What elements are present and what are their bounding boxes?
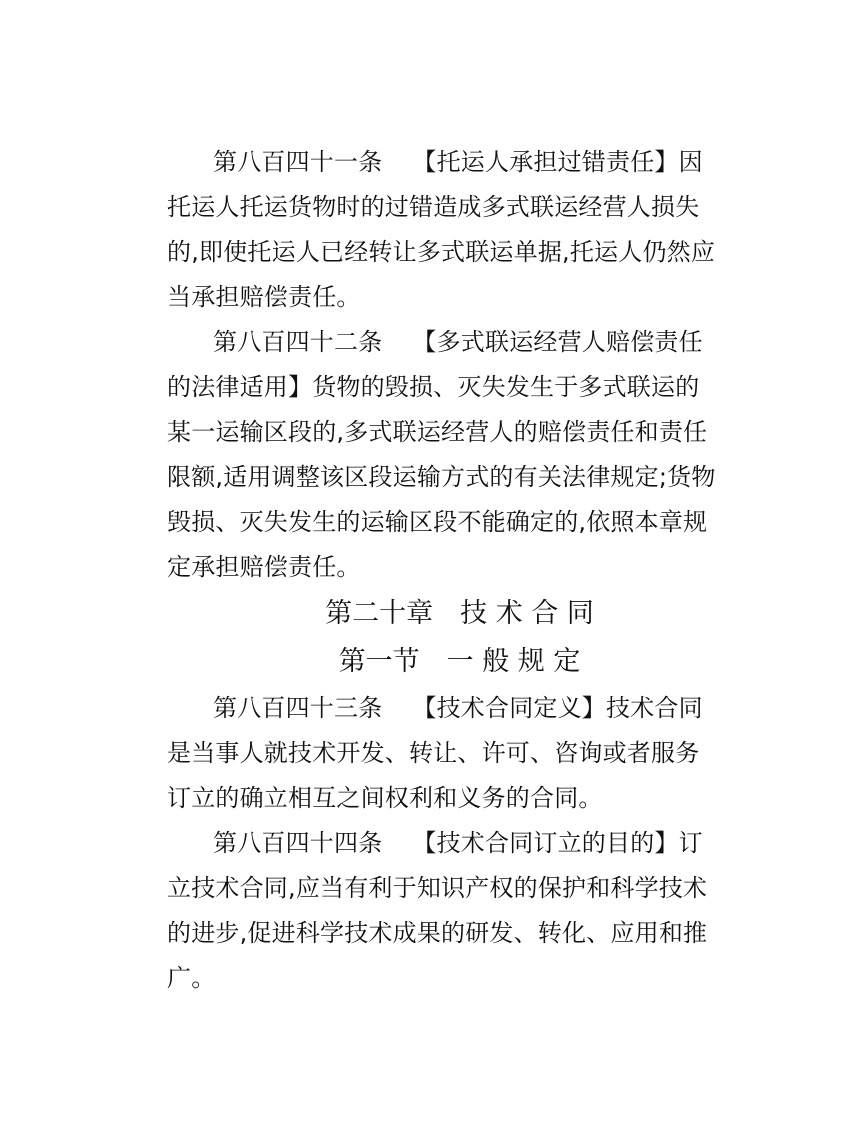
article-842 [167, 320, 716, 590]
article-text: 是当事人就技术开发、转让、许可、咨询或者服务 [167, 739, 700, 767]
section-heading: 第一节 一 般 规 定 [338, 646, 581, 677]
article-text: 【托运人承担过错责任】因 [412, 148, 703, 176]
article-text: 某一运输区段的,多式联运经营人的赔偿责任和责任 [167, 418, 708, 446]
article-text: 【技术合同定义】技术合同 [412, 694, 703, 722]
article-number: 第八百四十二条 [213, 328, 383, 356]
article-text: 毁损、灭失发生的运输区段不能确定的,依照本章规 [167, 508, 708, 536]
article-text: 限额,适用调整该区段运输方式的有关法律规定;货物 [167, 463, 716, 491]
article-text: 立技术合同,应当有利于知识产权的保护和科学技术 [167, 874, 708, 902]
article-text: 的法律适用】货物的毁损、灭失发生于多式联运的 [167, 373, 700, 401]
article-text: 当承担赔偿责任。 [167, 283, 361, 311]
article-text: 的进步,促进科学技术成果的研发、转化、应用和推 [167, 919, 708, 947]
article-843 [167, 686, 703, 821]
article-text: 广。 [167, 964, 216, 992]
article-first-line [167, 320, 703, 365]
article-text: 【技术合同订立的目的】订 [412, 829, 703, 857]
article-841 [167, 140, 716, 320]
article-first-line [167, 140, 703, 185]
article-first-line [167, 821, 703, 866]
article-text: 定承担赔偿责任。 [167, 553, 361, 581]
article-first-line [167, 686, 703, 731]
article-number: 第八百四十四条 [213, 829, 383, 857]
article-text: 的,即使托运人已经转让多式联运单据,托运人仍然应 [167, 238, 716, 266]
article-text: 托运人托运货物时的过错造成多式联运经营人损失 [167, 193, 700, 221]
article-text: 【多式联运经营人赔偿责任 [412, 328, 703, 356]
article-number: 第八百四十一条 [213, 148, 383, 176]
article-number: 第八百四十三条 [213, 694, 383, 722]
chapter-heading: 第二十章 技 术 合 同 [325, 598, 594, 629]
article-844 [167, 821, 708, 1001]
article-text: 订立的确立相互之间权利和义务的合同。 [167, 784, 603, 812]
document-page [167, 140, 716, 1001]
